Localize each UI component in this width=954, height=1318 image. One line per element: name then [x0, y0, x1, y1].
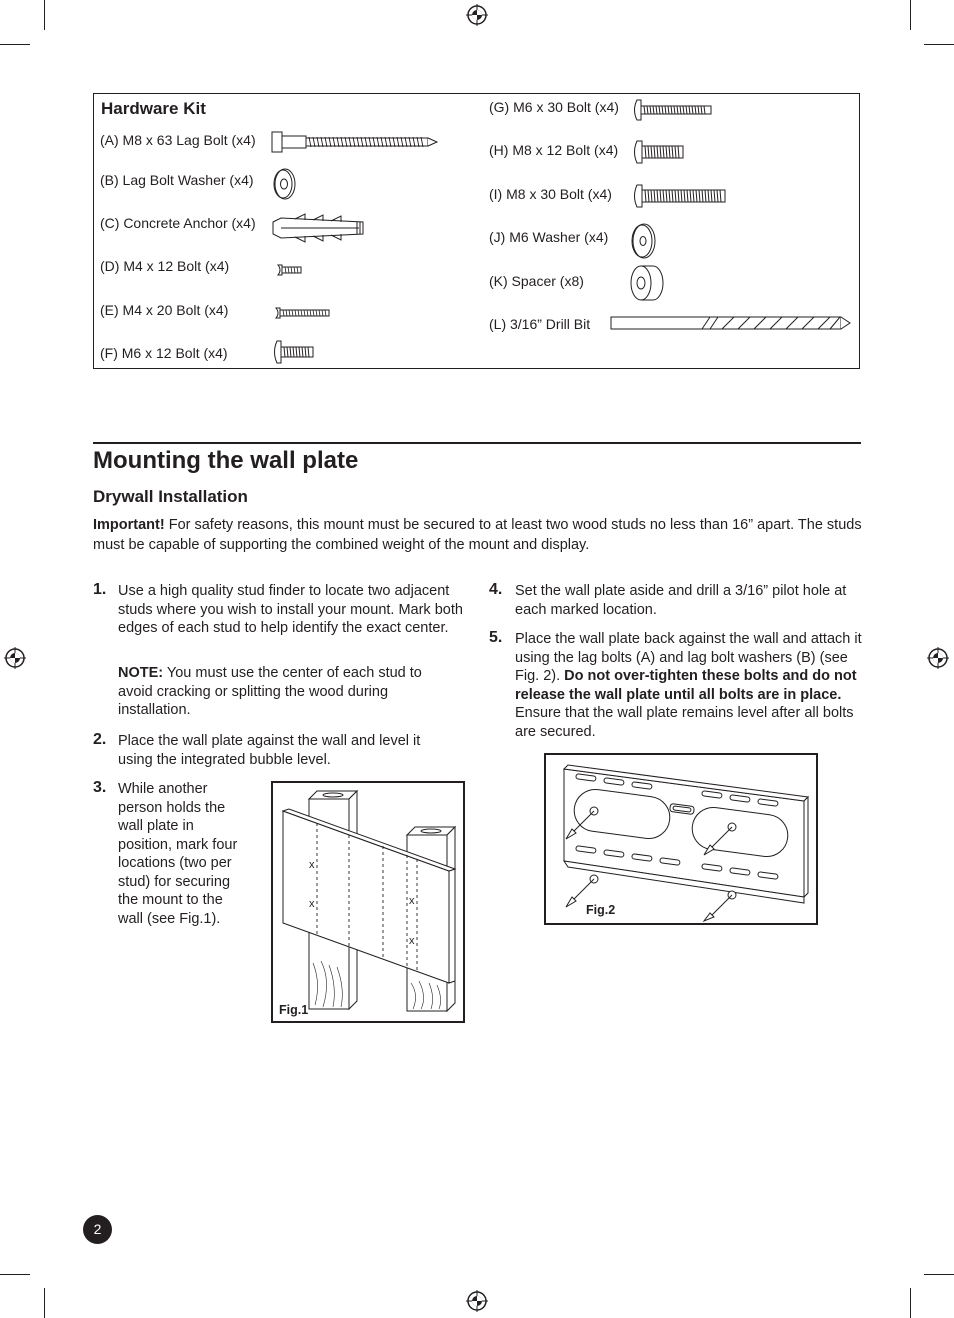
step-5-text-a: Place the wall plate back against the wall and attach it using the lag bolts (A) and lag bolt washers (B) (see Fig. 2).	[515, 631, 862, 684]
hw-item-b: (B) Lag Bolt Washer (x4)	[100, 172, 254, 188]
hw-item-l: (L) 3/16” Drill Bit	[489, 316, 591, 332]
crop-mark	[44, 0, 45, 30]
hw-item-d: (D) M4 x 12 Bolt (x4)	[100, 258, 230, 274]
drill-bit-icon	[610, 315, 854, 331]
page-title: Mounting the wall plate	[93, 447, 359, 474]
step-4-text: Set the wall plate aside and drill a 3/16” pilot hole at each marked location.	[515, 583, 847, 618]
bolt-icon	[277, 264, 303, 276]
figure-2	[544, 753, 818, 925]
registration-mark-icon	[4, 647, 26, 669]
registration-mark-icon	[466, 4, 488, 26]
bolt-icon	[275, 307, 331, 319]
crop-mark	[0, 1274, 30, 1275]
hardware-kit-title: Hardware Kit	[101, 99, 206, 118]
important-notice	[93, 515, 863, 555]
important-label: Important!	[93, 517, 165, 533]
crop-mark	[910, 0, 911, 30]
note-label: NOTE:	[118, 665, 164, 681]
bolt-icon	[633, 140, 685, 164]
mark-x: x	[309, 859, 315, 871]
wall-plate-illustration	[546, 755, 816, 923]
section-divider	[93, 442, 861, 444]
lag-bolt-icon	[271, 130, 439, 154]
crop-mark	[924, 1274, 954, 1275]
washer-icon	[629, 221, 659, 261]
step-5-text	[515, 630, 865, 741]
washer-icon	[271, 166, 299, 202]
mark-x: x	[309, 898, 315, 910]
crop-mark	[910, 1288, 911, 1318]
step-2-text: Place the wall plate against the wall and level it using the integrated bubble level.	[118, 733, 421, 768]
page-number: 2	[83, 1215, 112, 1244]
registration-mark-icon	[927, 647, 949, 669]
stud-marking-illustration	[273, 783, 463, 1021]
mark-x: x	[409, 895, 415, 907]
hw-item-e: (E) M4 x 20 Bolt (x4)	[100, 302, 229, 318]
step-1-text: Use a high quality stud finder to locate two adjacent studs where you wish to install your mount. Mark both edges of each stud to help identify the exact center.	[118, 583, 463, 636]
hw-item-f: (F) M6 x 12 Bolt (x4)	[100, 345, 228, 361]
hw-item-j: (J) M6 Washer (x4)	[489, 229, 609, 245]
crop-mark	[0, 44, 30, 45]
mark-x: x	[409, 935, 415, 947]
bolt-icon	[633, 184, 727, 208]
figure-1	[271, 781, 465, 1023]
note-text: You must use the center of each stud to avoid cracking or splitting the wood during installation.	[118, 665, 422, 718]
important-text: For safety reasons, this mount must be secured to at least two wood studs no less than 16” apart. The studs must be capable of supporting the combined weight of the mount and display.	[93, 517, 862, 553]
step-1-note	[118, 664, 438, 720]
hw-item-c: (C) Concrete Anchor (x4)	[100, 215, 256, 231]
hw-item-a: (A) M8 x 63 Lag Bolt (x4)	[100, 132, 256, 148]
hardware-kit-box	[93, 93, 860, 369]
step-1-number: 1.	[93, 581, 107, 598]
hw-item-i: (I) M8 x 30 Bolt (x4)	[489, 186, 612, 202]
hw-item-h: (H) M8 x 12 Bolt (x4)	[489, 142, 619, 158]
figure-1-label: Fig.1	[279, 1003, 309, 1017]
hw-item-g: (G) M6 x 30 Bolt (x4)	[489, 99, 619, 115]
step-5-text-b: Ensure that the wall plate remains level after all bolts are secured.	[515, 705, 854, 740]
step-3-text: While another person holds the wall plate in position, mark four locations (two per stud) for securing the mount to the wall (see Fig.1).	[118, 781, 238, 927]
crop-mark	[44, 1288, 45, 1318]
step-4-number: 4.	[489, 581, 503, 598]
spacer-icon	[629, 264, 665, 302]
step-3-number: 3.	[93, 779, 107, 796]
concrete-anchor-icon	[271, 212, 367, 244]
figure-2-label: Fig.2	[586, 903, 616, 917]
step-5-warning: Do not over-tighten these bolts and do not release the wall plate until all bolts are in place.	[515, 668, 857, 703]
hw-item-k: (K) Spacer (x8)	[489, 273, 584, 289]
bolt-icon	[273, 340, 315, 364]
registration-mark-icon	[466, 1290, 488, 1312]
section-subtitle: Drywall Installation	[93, 487, 248, 506]
bolt-icon	[633, 99, 713, 121]
step-2-number: 2.	[93, 731, 107, 748]
crop-mark	[924, 44, 954, 45]
step-5-number: 5.	[489, 629, 503, 646]
